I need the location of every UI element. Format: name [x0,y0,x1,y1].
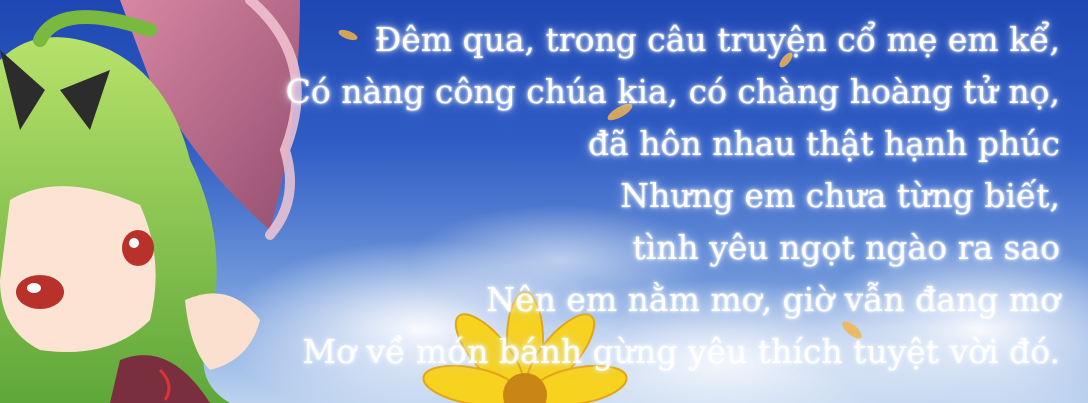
poem-line: Mơ về món bánh gừng yêu thích tuyệt vời đó. [302,332,1060,371]
poem-line: Đêm qua, trong câu truyện cổ mẹ em kể, [374,20,1060,59]
poem-line: đã hôn nhau thật hạnh phúc [587,124,1060,163]
poem-line: Có nàng công chúa kia, có chàng hoàng tử nọ, [285,72,1060,111]
eye-left [16,275,64,309]
poem-text [200,14,1060,378]
eye-right [122,230,154,266]
poem-line: tình yêu ngọt ngào ra sao [632,228,1060,267]
poem-line: Nên em nằm mơ, giờ vẫn đang mơ [486,280,1060,319]
poem-line: Nhưng em chưa từng biết, [620,176,1060,215]
